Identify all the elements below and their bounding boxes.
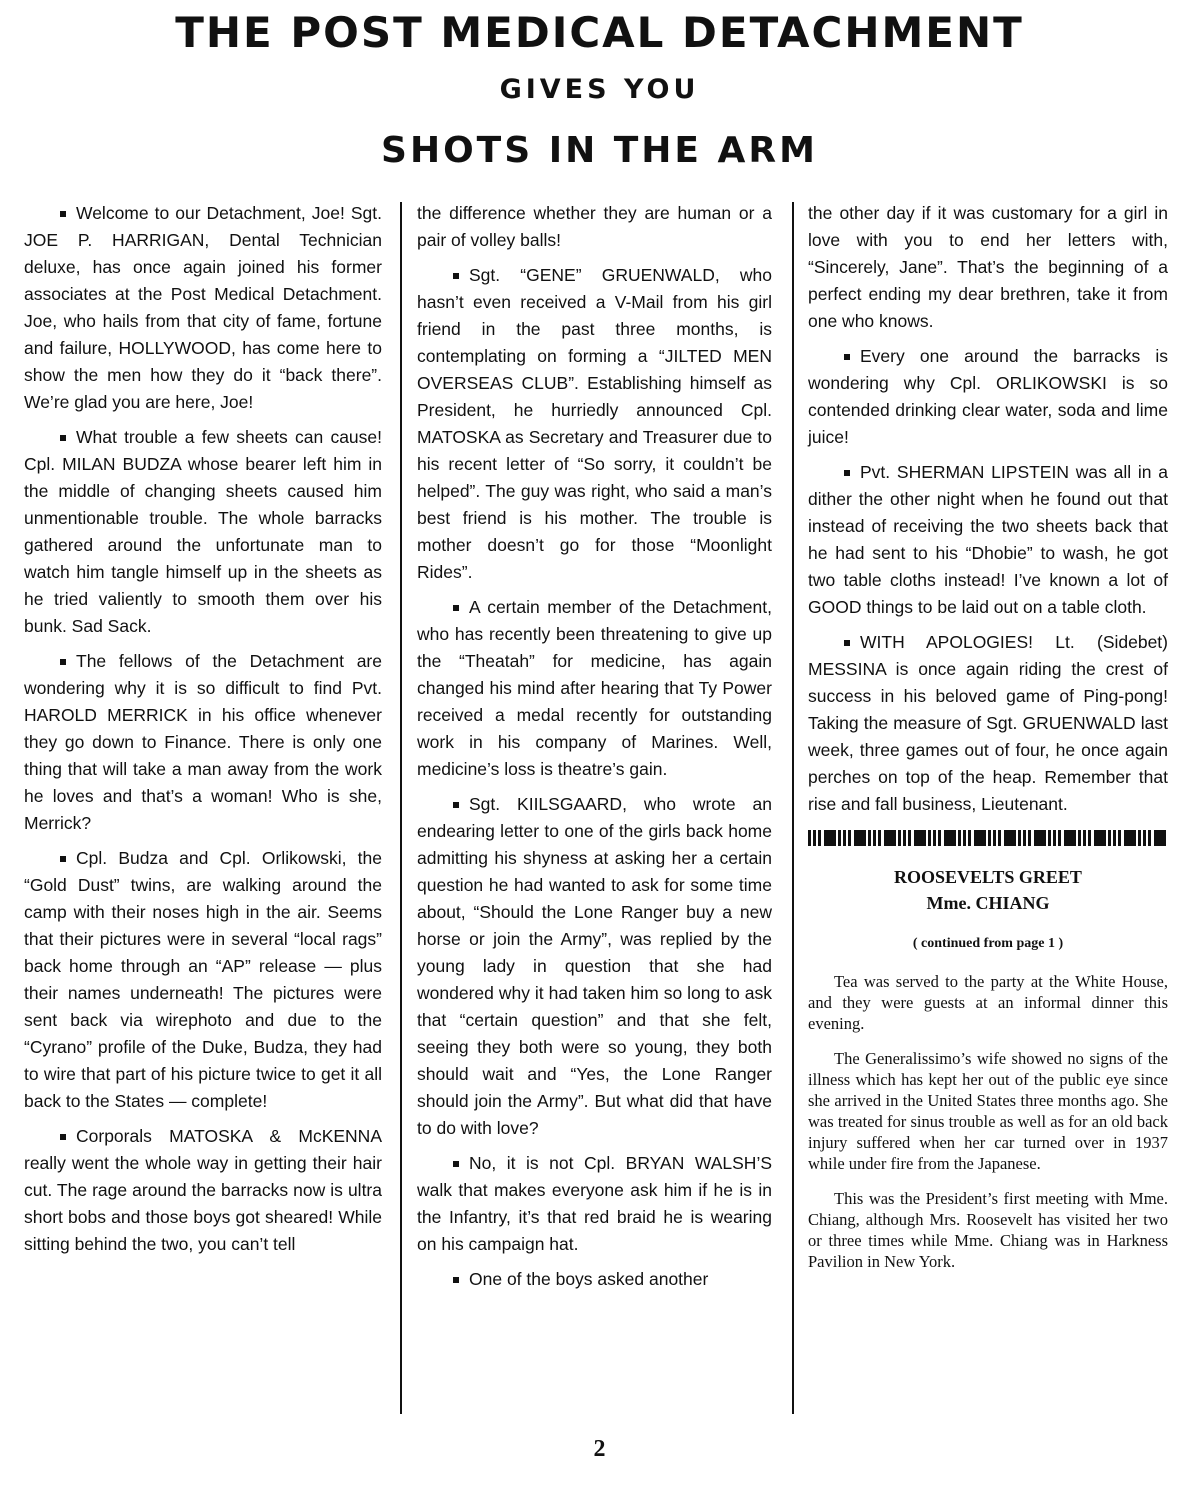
news-item-text: What trouble a few sheets can cause! Cpl. MILAN BUDZA whose bearer left him in the middle of changing sheets caused him unmentionable trouble. The whole barracks gathered around the unfortunate man to watch him tangle himself up in the sheets as he tried valiently to smooth them over his bunk. Sad Sack.	[24, 427, 382, 636]
ornamental-divider	[808, 830, 1168, 846]
news-item	[417, 1266, 772, 1293]
bullet-icon	[453, 1161, 459, 1167]
news-item	[24, 845, 382, 1115]
bullet-icon	[60, 211, 66, 217]
news-item	[417, 791, 772, 1142]
bullet-icon	[60, 435, 66, 441]
headline-main: THE POST MEDICAL DETACHMENT	[175, 8, 1024, 57]
bullet-icon	[453, 1277, 459, 1283]
news-item	[24, 648, 382, 837]
article-paragraph: The Generalissimo’s wife showed no signs of the illness which has kept her out of the public eye since she arrived in the United States three months ago. She was treated for sinus trouble as well as for an old back injury suffered when her car turned over in 1937 while under fire from the Japanese.	[808, 1049, 1168, 1173]
column-3	[808, 200, 1168, 1286]
news-item-text: Corporals MATOSKA & McKENNA really went the whole way in getting their hair cut. The rage around the barracks now is ultra short bobs and those boys got sheared! While sitting behind the two, you can’t tell	[24, 1126, 382, 1254]
news-item	[417, 262, 772, 586]
bullet-icon	[844, 354, 850, 360]
news-item-text: Cpl. Budza and Cpl. Orlikowski, the “Gold Dust” twins, are walking around the camp with their noses high in the air. Seems that their pictures were in several “local rags” back home through an “AP” release — plus their names underneath! The pictures were sent back via wirephoto and due to the “Cyrano” profile of the Duke, Budza, they had to wire that part of his picture twice to get it all back to the States — complete!	[24, 848, 382, 1111]
column-rule	[400, 202, 402, 1414]
bullet-icon	[60, 856, 66, 862]
news-item	[417, 594, 772, 783]
news-item-text: Every one around the barracks is wondering why Cpl. ORLIKOWSKI is so contended drinking clear water, soda and lime juice!	[808, 346, 1168, 447]
news-item	[808, 343, 1168, 451]
news-item-text: A certain member of the Detachment, who has recently been threatening to give up the “Theatah” for medicine, has again changed his mind after hearing that Ty Power received a medal recently for outstanding work in his company of Marines. Well, medicine’s loss is theatre’s gain.	[417, 597, 772, 779]
continued-text: the other day if it was customary for a girl in love with you to end her letters with, “Sincerely, Jane”. That’s the beginning of a perfect ending my dear brethren, take it from one who knows.	[808, 203, 1168, 331]
news-item-text: No, it is not Cpl. BRYAN WALSH’S walk that makes everyone ask him if he is in the Infantry, it’s that red braid he is wearing on his campaign hat.	[417, 1153, 772, 1254]
page-number: 2	[593, 1436, 606, 1462]
news-item-text: The fellows of the Detachment are wondering why it is so difficult to find Pvt. HAROLD MERRICK in his office whenever they go down to Finance. There is only one thing that will take a man away from the work he loves and that’s a woman! Who is she, Merrick?	[24, 651, 382, 833]
bullet-icon	[844, 640, 850, 646]
continued-text: the difference whether they are human or a pair of volley balls!	[417, 203, 772, 250]
news-item	[808, 459, 1168, 621]
news-item	[24, 200, 382, 416]
bullet-icon	[453, 802, 459, 808]
bullet-icon	[60, 1134, 66, 1140]
news-item	[24, 424, 382, 640]
headline-sub: GIVES YOU	[499, 74, 700, 105]
column-rule	[792, 202, 794, 1414]
headline-shots: SHOTS IN THE ARM	[381, 130, 818, 171]
article-title-line2: Mme. CHIANG	[926, 893, 1050, 913]
news-item	[808, 629, 1168, 818]
news-item-text: One of the boys asked another	[469, 1269, 709, 1289]
article-roosevelts	[808, 864, 1168, 1272]
continued-note: ( continued from page 1 )	[912, 936, 1064, 951]
article-paragraph: Tea was served to the party at the White House, and they were guests at an informal dinner this evening.	[808, 972, 1168, 1033]
bullet-icon	[844, 470, 850, 476]
news-item-text: WITH APOLOGIES! Lt. (Sidebet) MESSINA is once again riding the crest of success in his beloved game of Ping-pong! Taking the measure of Sgt. GRUENWALD last week, three games out of four, he once again perches on top of the heap. Remember that rise and fall business, Lieutenant.	[808, 632, 1168, 814]
news-item-text: Welcome to our Detachment, Joe! Sgt. JOE P. HARRIGAN, Dental Technician deluxe, has once again joined his former associates at the Post Medical Detachment. Joe, who hails from that city of fame, fortune and failure, HOLLYWOOD, has come here to show the men how they do it “back there”. We’re glad you are here, Joe!	[24, 203, 382, 412]
article-body	[808, 971, 1168, 1272]
news-item-text: Pvt. SHERMAN LIPSTEIN was all in a dither the other night when he found out that instead of receiving the two sheets back that he had sent to his “Dhobie” to wash, he got two table cloths instead! I’ve known a lot of GOOD things to be laid out on a table cloth.	[808, 462, 1168, 617]
article-paragraph: This was the President’s first meeting with Mme. Chiang, although Mrs. Roosevelt has visited her two or three times while Mme. Chiang was in Harkness Pavilion in New York.	[808, 1189, 1168, 1271]
column-2	[417, 200, 772, 1301]
news-item-text: Sgt. “GENE” GRUENWALD, who hasn’t even received a V-Mail from his girl friend in the past three months, is contemplating on forming a “JILTED MEN OVERSEAS CLUB”. Establishing himself as President, he hurriedly announced Cpl. MATOSKA as Secretary and Treasurer due to his recent letter of “So sorry, it couldn’t be helped”. The guy was right, who said a man’s best friend is his mother. The trouble is mother doesn’t go for those “Moonlight Rides”.	[417, 265, 772, 582]
column-1	[24, 200, 382, 1266]
article-title: ROOSEVELTS GREET	[894, 867, 1082, 887]
bullet-icon	[453, 605, 459, 611]
bullet-icon	[453, 273, 459, 279]
news-item	[24, 1123, 382, 1258]
bullet-icon	[60, 659, 66, 665]
news-item	[417, 1150, 772, 1258]
news-item-text: Sgt. KIILSGAARD, who wrote an endearing letter to one of the girls back home admitting his shyness at asking her a certain question he had wanted to ask for some time about, “Should the Lone Ranger buy a new horse or join the Army”, was replied by the young lady in question that she had wondered why it had taken him so long to ask that “certain question” and that she felt, seeing they both were so young, they both should wait and “Yes, the Lone Ranger should join the Army”. But what did that have to do with love?	[417, 794, 772, 1138]
